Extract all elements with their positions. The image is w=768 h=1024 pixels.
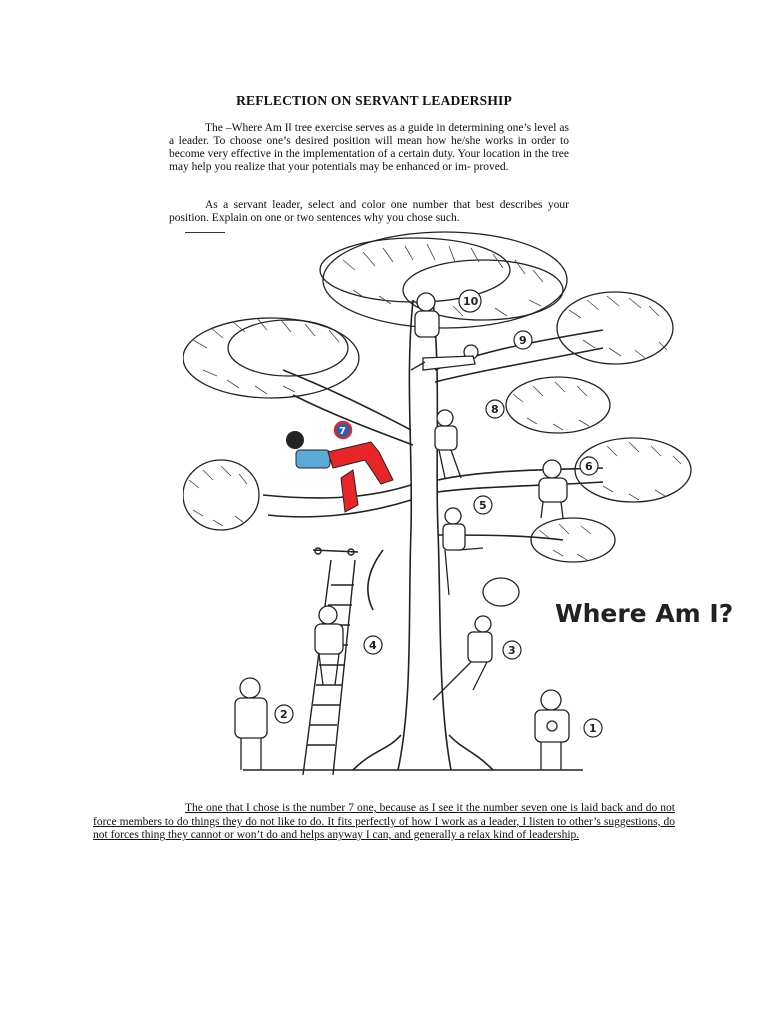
instruction-paragraph-text: As a servant leader, select and color one number that best describes your position. Explain on one or two sentences why you chose such. <box>169 199 569 224</box>
number-6-marker <box>580 457 598 475</box>
number-8-marker <box>486 400 504 418</box>
figure-seven-highlight <box>286 422 393 512</box>
number-4-label: 4 <box>369 639 377 652</box>
where-am-i-tree-figure <box>183 230 748 780</box>
number-5-label: 5 <box>479 499 487 512</box>
ladder <box>303 548 358 775</box>
number-3-label: 3 <box>508 644 516 657</box>
answer-text: The one that I chose is the number 7 one, because as I see it the number seven one is laid back and do not force members to do things they do not like to do. It fits perfectly of how I work as a leader, I listen to other’s suggestions, do not forces thing they cannot or won’t do and helps anyway I can, and generally a relax kind of leadership. <box>93 802 675 842</box>
number-10-label: 10 <box>463 295 479 308</box>
number-1-label: 1 <box>589 722 597 735</box>
where-am-i-label: Where Am I? <box>555 599 734 628</box>
number-8-label: 8 <box>491 403 499 416</box>
number-5-marker <box>474 496 492 514</box>
number-10-marker <box>459 290 481 312</box>
number-4-marker <box>364 636 382 654</box>
number-9-label: 9 <box>519 334 527 347</box>
number-9-marker <box>514 331 532 349</box>
number-2-marker <box>275 705 293 723</box>
page-title: REFLECTION ON SERVANT LEADERSHIP <box>236 93 512 108</box>
tree-illustration <box>183 230 748 780</box>
number-3-marker <box>503 641 521 659</box>
intro-paragraph <box>169 122 569 174</box>
intro-paragraph-text: The –Where Am I‖ tree exercise serves as a guide in determining one’s level as a leader. To choose one’s desired position will mean how he/she works in order to become very effective in the implementation of a certain duty. Your location in the tree may help you realize that your potentials may be enhanced or im- proved. <box>169 122 569 173</box>
leaf-hatching <box>189 244 681 560</box>
number-6-label: 6 <box>585 460 593 473</box>
number-1-marker <box>584 719 602 737</box>
answer-paragraph <box>93 802 675 843</box>
svg-text:7: 7 <box>339 426 346 437</box>
number-2-label: 2 <box>280 708 288 721</box>
instruction-paragraph <box>169 199 569 225</box>
